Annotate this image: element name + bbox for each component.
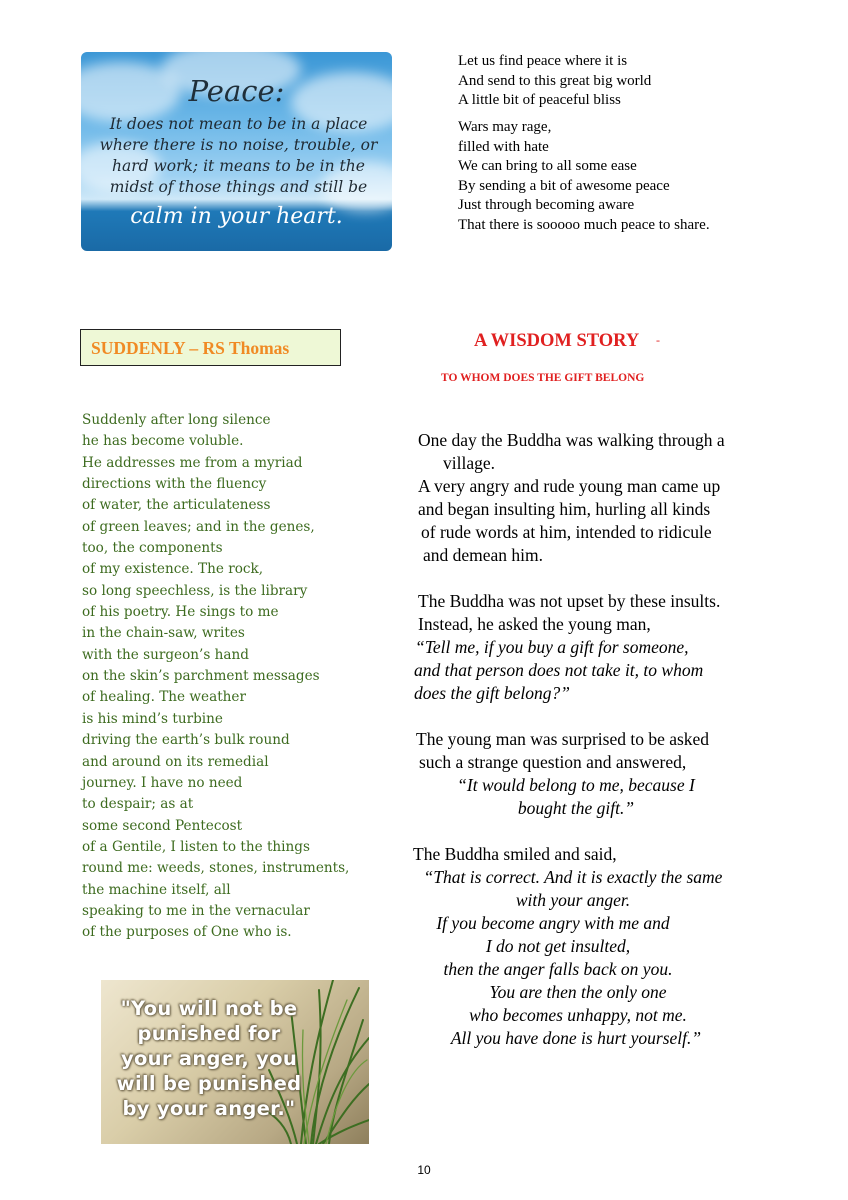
page-number: 10 [417, 1163, 431, 1177]
peace-quote-image [81, 52, 392, 251]
peace-poem-stanza-2: Wars may rage, filled with hate We can bring to all some ease By sending a bit of awesome peace Just through becoming aware That there is sooooo much peace to share. [458, 119, 710, 233]
story-quote-4: “That is correct. And it is exactly the same with your anger. If you become angry with me and I do not get insulted, then the anger falls back on you. You are then the only one who becomes unhappy, not me. All you have done is hurt yourself.” [423, 867, 723, 1048]
peace-title: Peace: [188, 74, 285, 108]
story-paragraph-4: The Buddha smiled and said, [413, 844, 617, 864]
story-quote-2: “Tell me, if you buy a gift for someone, and that person does not take it, to whom does the gift belong?” [414, 637, 704, 703]
story-paragraph-2: The Buddha was not upset by these insults. Instead, he asked the young man, [418, 591, 721, 634]
peace-body: It does not mean to be in a place where there is no noise, trouble, or hard work; it means to be in the midst of those things and still be [99, 115, 378, 196]
story-paragraph-3: The young man was surprised to be asked such a strange question and answered, [416, 729, 710, 772]
anger-quote-image [101, 980, 369, 1144]
story-paragraph-1: One day the Buddha was walking through a village. A very angry and rude young man came up and began insulting him, hurling all kinds of rude words at him, intended to ridicule and demean him. [418, 430, 725, 565]
wisdom-story-dash: - [656, 333, 660, 347]
suddenly-title: SUDDENLY – RS Thomas [91, 338, 290, 358]
wisdom-story-subtitle: TO WHOM DOES THE GIFT BELONG [441, 372, 645, 384]
wisdom-story-title: A WISDOM STORY [474, 331, 640, 351]
peace-closing: calm in your heart. [130, 204, 343, 229]
story-quote-3: “It would belong to me, because I bought the gift.” [457, 775, 695, 818]
suddenly-heading-box [80, 329, 341, 366]
anger-quote-text: "You will not be punished for your anger, you will be punished by your anger." [116, 997, 302, 1120]
suddenly-poem: Suddenly after long silence he has become voluble. He addresses me from a myriad directions with the fluency of water, the articulateness of green leaves; and in the genes, too, the components of my existence. The rock, so long speechless, is the library of his poetry. He sings to me in the chain-saw, writes with the surgeon’s hand on the skin’s parchment messages of healing. The weather is his mind’s turbine driving the earth’s bulk round and around on its remedial journey. I have no need to despair; as at some second Pentecost of a Gentile, I listen to the things round me: weeds, stones, instruments, the machine itself, all speaking to me in the vernacular of the purposes of One who is. [82, 412, 350, 941]
peace-poem-stanza-1: Let us find peace where it is And send to this great big world A little bit of peaceful bliss [458, 53, 652, 108]
